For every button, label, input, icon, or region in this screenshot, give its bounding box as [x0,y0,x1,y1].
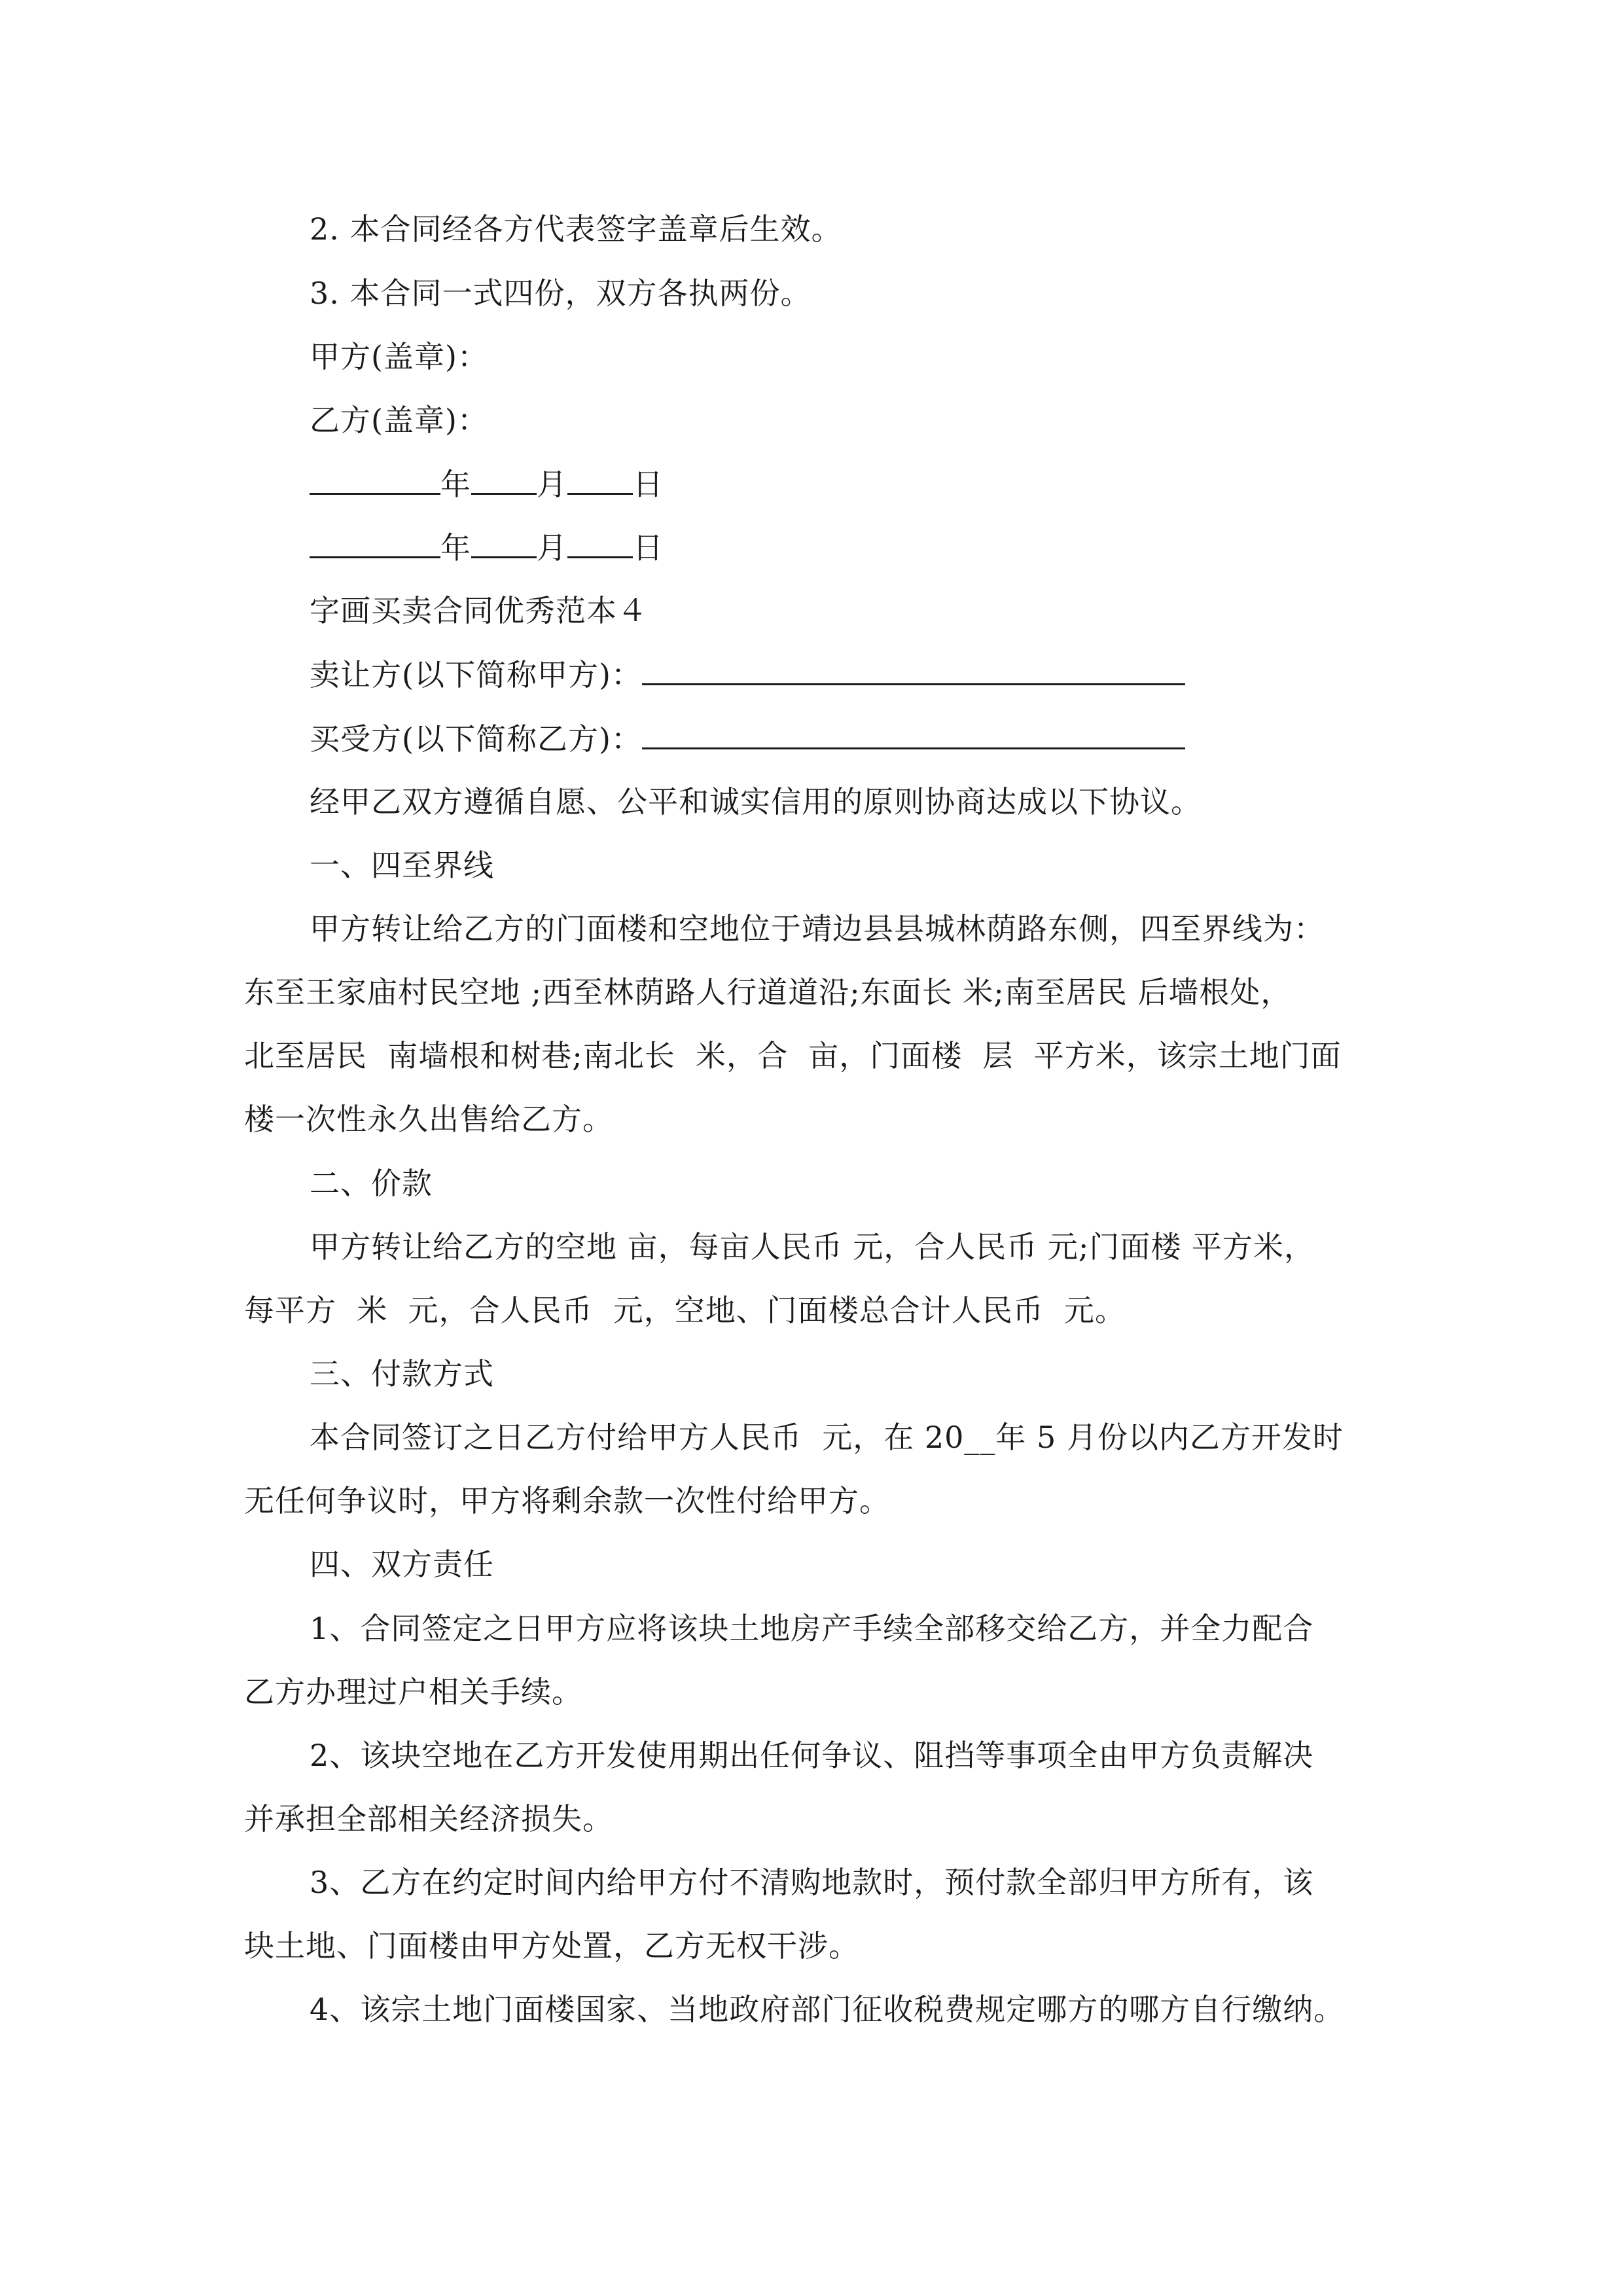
heading-payment: 三、付款方式 [310,1356,494,1391]
date-line-b [310,528,664,567]
date-month-label: 月 [537,467,567,502]
boundaries-text: 楼一次性永久出售给乙方。 [244,1102,613,1137]
seller-line [310,655,1185,694]
date-month-blank [471,528,537,558]
date-line-a [310,464,664,504]
responsibility-3: 3、乙方在约定时间内给甲方付不清购地款时，预付款全部归甲方所有，该 [310,1865,1314,1900]
heading-boundaries: 一、四至界线 [310,848,494,883]
responsibility-4: 4、该宗土地门面楼国家、当地政府部门征收税费规定哪方的哪方自行缴纳。 [310,1992,1345,2027]
boundaries-text: 甲方转让给乙方的门面楼和空地位于靖边县县城林荫路东侧，四至界线为： [310,911,1325,946]
date-month-blank [471,464,537,495]
payment-text: 无任何争议时，甲方将剩余款一次性付给甲方。 [244,1483,890,1518]
party-a-seal-label: 甲方(盖章)： [310,339,488,374]
boundaries-text: 东至王家庙村民空地 ;西至林荫路人行道道沿;东面长 米;南至居民 后墙根处， [244,975,1292,1010]
date-year-label: 年 [440,530,471,565]
heading-responsibilities: 四、双方责任 [310,1547,494,1582]
date-month-label: 月 [537,530,567,565]
date-day-label: 日 [633,530,664,565]
boundaries-text: 北至居民 南墙根和树巷;南北长 米，合 亩，门面楼 层 平方米，该宗土地门面 [244,1038,1342,1073]
date-year-blank [310,464,440,495]
party-b-seal-label: 乙方(盖章)： [310,403,488,438]
date-year-blank [310,528,440,558]
section-title: 字画买卖合同优秀范本４ [310,593,648,628]
clause-2: 2. 本合同经各方代表签字盖章后生效。 [310,211,842,247]
buyer-blank [642,719,1185,749]
heading-price: 二、价款 [310,1166,433,1201]
price-text: 甲方转让给乙方的空地 亩，每亩人民币 元，合人民币 元;门面楼 平方米， [310,1229,1315,1265]
clause-3: 3. 本合同一式四份，双方各执两份。 [310,276,812,311]
responsibility-2: 并承担全部相关经济损失。 [244,1801,613,1837]
intro-paragraph: 经甲乙双方遵循自愿、公平和诚实信用的原则协商达成以下协议。 [310,784,1202,819]
date-year-label: 年 [440,467,471,502]
date-day-blank [567,464,633,495]
responsibility-1: 乙方办理过户相关手续。 [244,1674,582,1710]
responsibility-2: 2、该块空地在乙方开发使用期出任何争议、阻挡等事项全由甲方负责解决 [310,1738,1314,1773]
seller-blank [642,655,1185,685]
responsibility-3: 块土地、门面楼由甲方处置，乙方无权干涉。 [244,1928,859,1964]
buyer-line [310,719,1185,759]
responsibility-1: 1、合同签定之日甲方应将该块土地房产手续全部移交给乙方，并全力配合 [310,1611,1314,1646]
seller-label: 卖让方(以下简称甲方)： [310,657,642,692]
price-text: 每平方 米 元，合人民币 元，空地、门面楼总合计人民币 元。 [244,1293,1126,1328]
date-day-blank [567,528,633,558]
payment-text: 本合同签订之日乙方付给甲方人民币 元，在 20__年 5 月份以内乙方开发时 [310,1420,1344,1455]
date-day-label: 日 [633,467,664,502]
buyer-label: 买受方(以下简称乙方)： [310,721,642,757]
